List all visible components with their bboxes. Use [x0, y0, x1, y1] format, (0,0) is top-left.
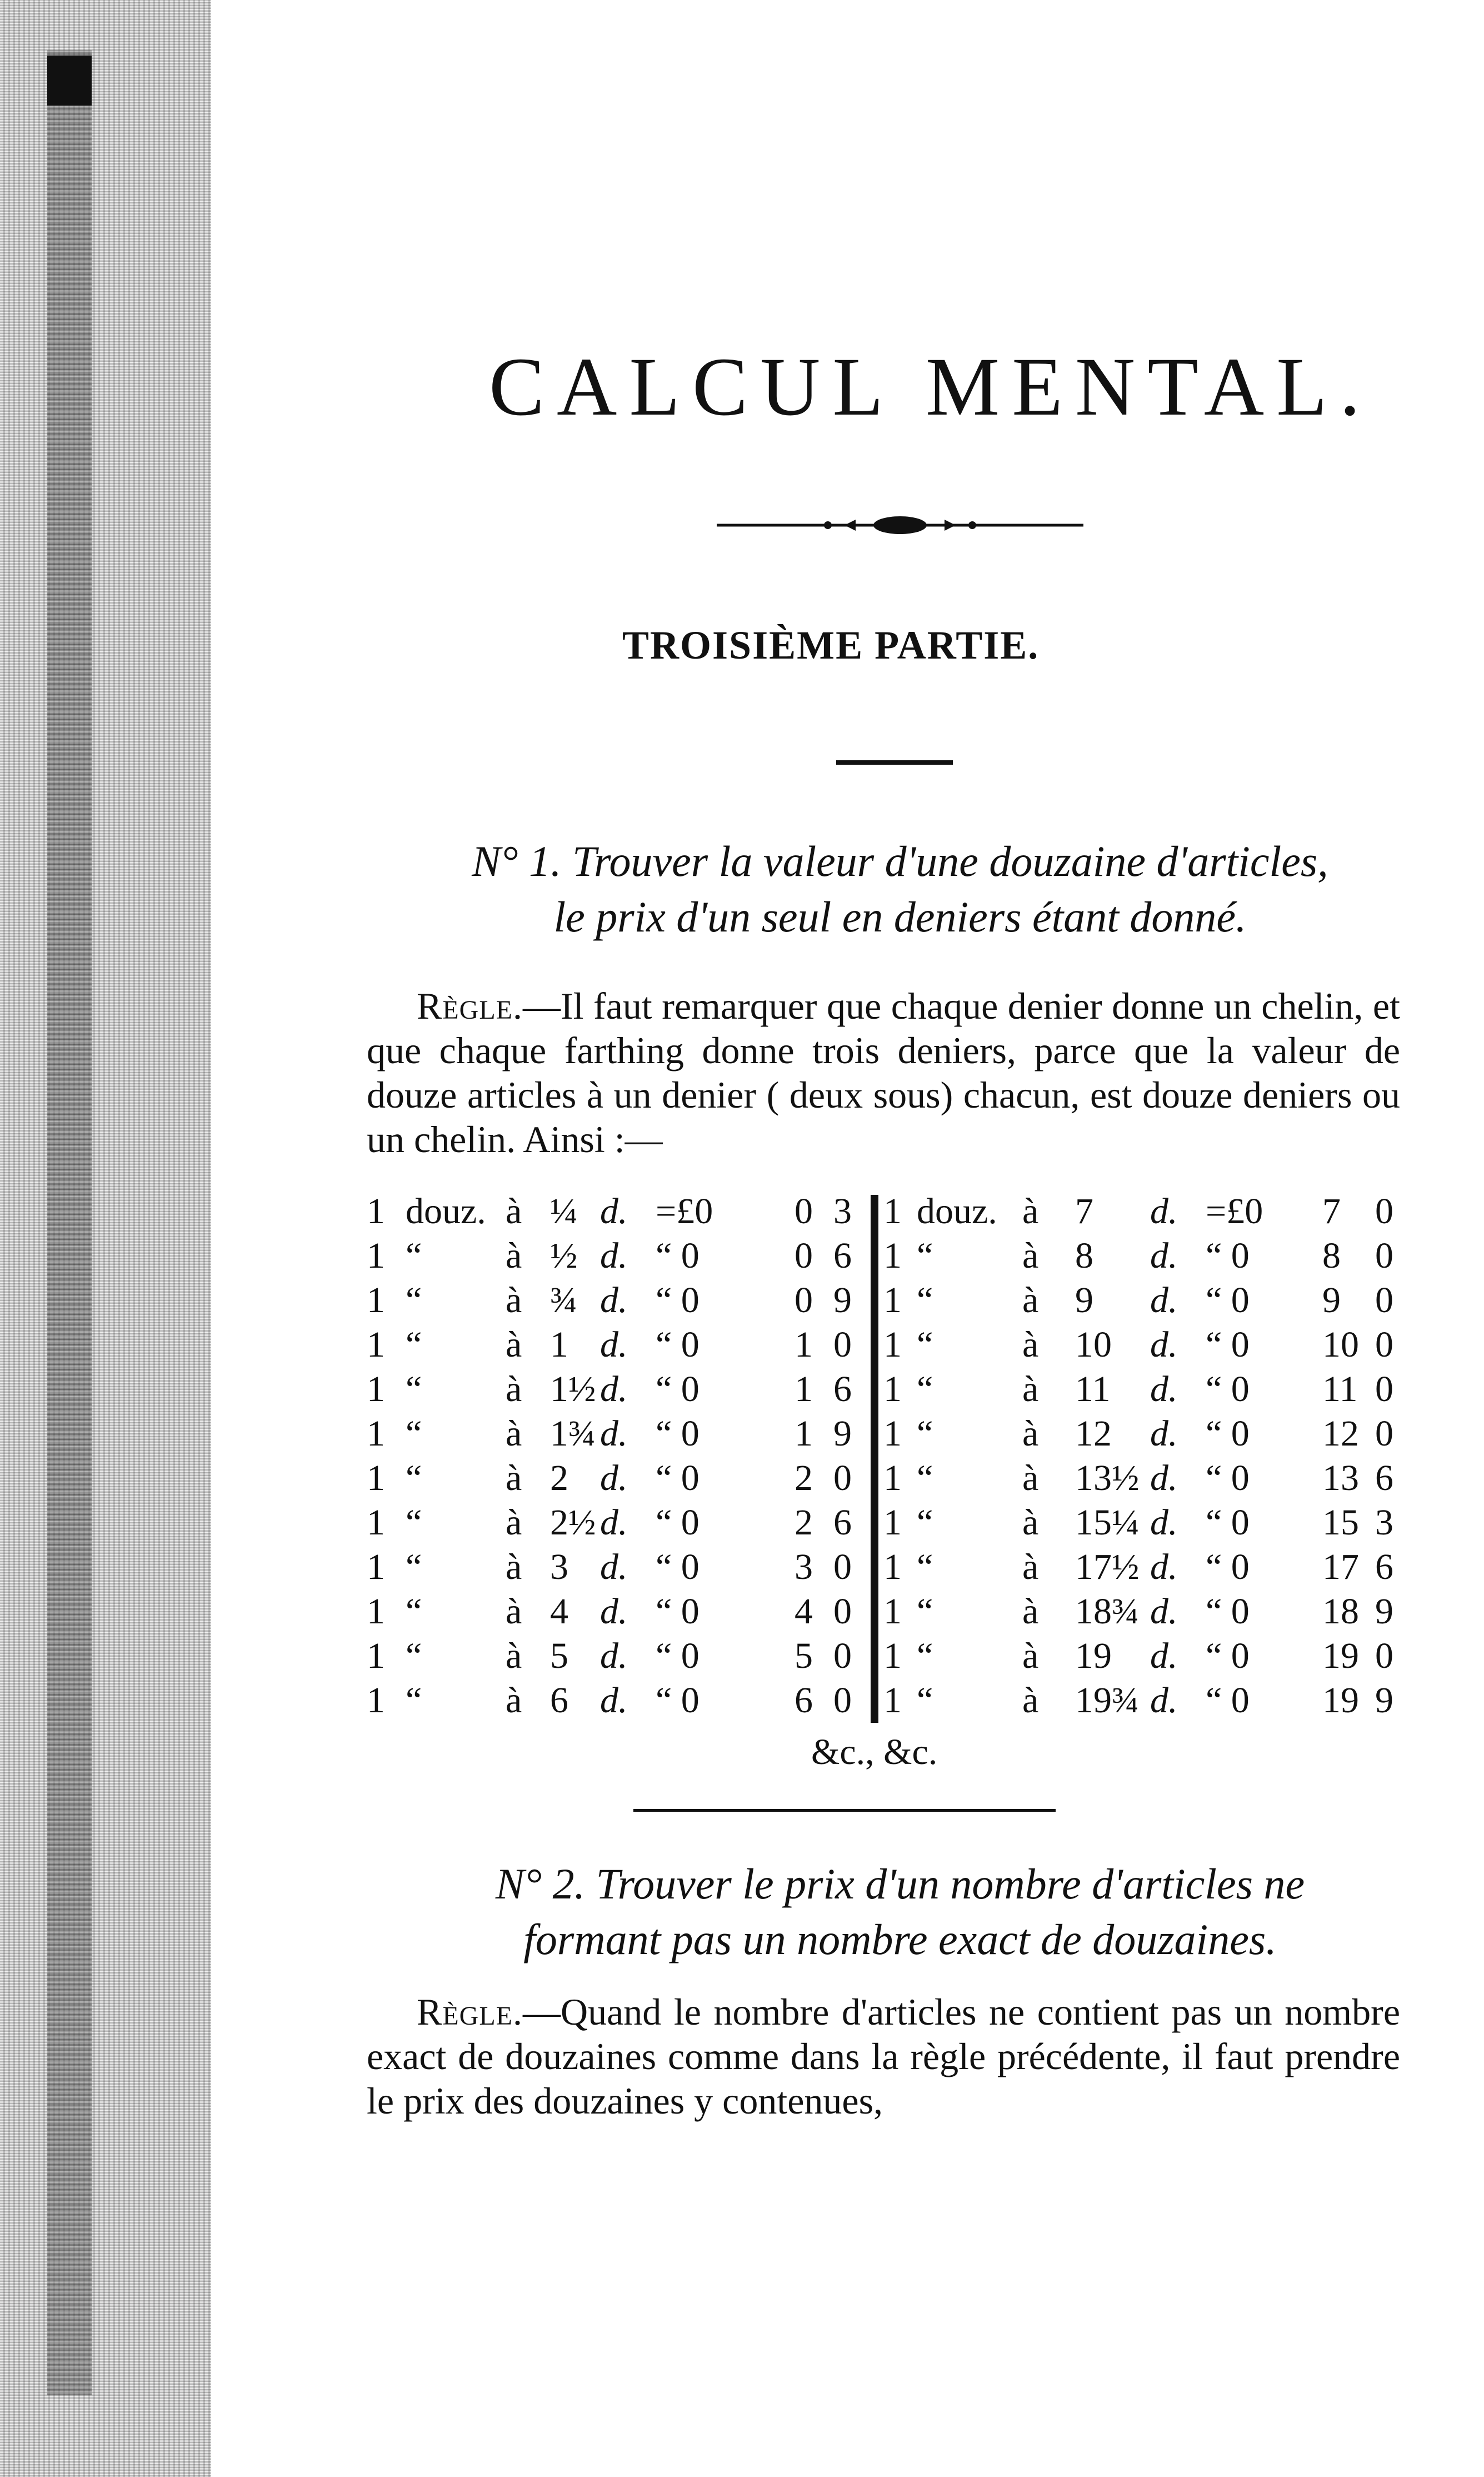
cell-price: 13½ [1075, 1458, 1140, 1498]
cell-s: 12 [1322, 1413, 1359, 1454]
cell-unit: “ [406, 1636, 422, 1676]
cell-dd: 0 [1375, 1280, 1393, 1320]
cell-d: d. [600, 1413, 628, 1454]
cell-qty: 1 [883, 1680, 902, 1721]
cell-price: 19 [1075, 1636, 1112, 1676]
cell-qty: 1 [883, 1280, 902, 1320]
cell-dd: 0 [1375, 1191, 1393, 1232]
cell-unit: “ [917, 1547, 933, 1587]
cell-qty: 1 [367, 1191, 385, 1232]
cell-dd: 0 [833, 1458, 852, 1498]
cell-dd: 6 [1375, 1458, 1393, 1498]
cell-eq: “ 0 [1206, 1636, 1250, 1676]
cell-price: 8 [1075, 1235, 1093, 1276]
table-row [883, 1501, 1411, 1545]
cell-dd: 0 [1375, 1369, 1393, 1409]
cell-dd: 6 [833, 1235, 852, 1276]
cell-unit: “ [917, 1458, 933, 1498]
table-row [367, 1456, 867, 1501]
cell-d: d. [600, 1191, 628, 1232]
cell-price: 4 [550, 1591, 568, 1632]
cell-qty: 1 [367, 1680, 385, 1721]
cell-d: d. [600, 1280, 628, 1320]
cell-unit: “ [406, 1591, 422, 1632]
cell-unit: “ [406, 1680, 422, 1721]
cell-price: 7 [1075, 1191, 1093, 1232]
cell-dd: 0 [833, 1547, 852, 1587]
cell-d: d. [1150, 1636, 1178, 1676]
cell-price: 19¾ [1075, 1680, 1140, 1721]
cell-eq: “ 0 [656, 1458, 699, 1498]
cell-eq: “ 0 [1206, 1280, 1250, 1320]
cell-unit: douz. [406, 1191, 486, 1232]
table-row [883, 1545, 1411, 1589]
cell-a: à [506, 1547, 522, 1587]
cell-dd: 9 [833, 1413, 852, 1454]
cell-a: à [1022, 1235, 1039, 1276]
binding-edge [47, 50, 92, 2395]
table-row [883, 1189, 1411, 1234]
cell-unit: “ [406, 1280, 422, 1320]
table-row [883, 1323, 1411, 1367]
cell-d: d. [600, 1458, 628, 1498]
cell-qty: 1 [367, 1547, 385, 1587]
cell-qty: 1 [883, 1458, 902, 1498]
table-row [367, 1189, 867, 1234]
cell-dd: 9 [833, 1280, 852, 1320]
table-row [367, 1678, 867, 1723]
cell-s: 13 [1322, 1458, 1359, 1498]
cell-d: d. [1150, 1547, 1178, 1587]
short-rule [836, 760, 953, 765]
cell-d: d. [600, 1591, 628, 1632]
cell-qty: 1 [367, 1636, 385, 1676]
cell-dd: 0 [1375, 1235, 1393, 1276]
cell-price: 10 [1075, 1324, 1112, 1365]
cell-dd: 9 [1375, 1680, 1393, 1721]
cell-eq: “ 0 [1206, 1547, 1250, 1587]
cell-a: à [506, 1369, 522, 1409]
cell-eq: “ 0 [1206, 1235, 1250, 1276]
cell-qty: 1 [883, 1636, 902, 1676]
section1-paragraph [367, 984, 1400, 1162]
cell-a: à [506, 1280, 522, 1320]
table-row [883, 1367, 1411, 1412]
cell-unit: “ [406, 1369, 422, 1409]
section2-rule-label: Règle. [417, 1991, 523, 2033]
cell-price: 5 [550, 1636, 568, 1676]
table-row [367, 1634, 867, 1678]
cell-price: ¾ [550, 1280, 578, 1320]
cell-eq: “ 0 [656, 1680, 699, 1721]
cell-d: d. [600, 1680, 628, 1721]
cell-s: 17 [1322, 1547, 1359, 1587]
cell-s: 0 [795, 1191, 813, 1232]
cell-s: 2 [795, 1458, 813, 1498]
cell-eq: “ 0 [1206, 1458, 1250, 1498]
ornament-divider [717, 514, 1083, 536]
cell-d: d. [600, 1369, 628, 1409]
page-title: CALCUL MENTAL. [489, 341, 1373, 433]
table-row [883, 1412, 1411, 1456]
cell-dd: 0 [1375, 1413, 1393, 1454]
cell-price: ¼ [550, 1191, 578, 1232]
cell-a: à [1022, 1458, 1039, 1498]
cell-dd: 0 [1375, 1324, 1393, 1365]
cell-s: 15 [1322, 1502, 1359, 1543]
cell-unit: “ [917, 1280, 933, 1320]
cell-unit: “ [917, 1591, 933, 1632]
cell-s: 3 [795, 1547, 813, 1587]
cell-s: 19 [1322, 1680, 1359, 1721]
cell-s: 1 [795, 1324, 813, 1365]
cell-eq: “ 0 [656, 1591, 699, 1632]
cell-a: à [506, 1324, 522, 1365]
cell-dd: 0 [1375, 1636, 1393, 1676]
book-page [333, 0, 1422, 2477]
cell-s: 2 [795, 1502, 813, 1543]
cell-d: d. [1150, 1235, 1178, 1276]
cell-qty: 1 [367, 1369, 385, 1409]
cell-qty: 1 [883, 1191, 902, 1232]
cell-price: 15¼ [1075, 1502, 1140, 1543]
table-row [367, 1278, 867, 1323]
cell-eq: =£0 [1206, 1191, 1263, 1232]
price-table [367, 1189, 1411, 1723]
cell-qty: 1 [883, 1502, 902, 1543]
cell-qty: 1 [883, 1547, 902, 1587]
cell-eq: “ 0 [1206, 1369, 1250, 1409]
section2-rule-text: —Quand le nombre d'articles ne contient pas un nombre exact de douzaines comme dans la règle précédente, il faut prendre le prix des douzaines y contenues, [367, 1991, 1400, 2122]
cell-a: à [506, 1502, 522, 1543]
cell-d: d. [1150, 1458, 1178, 1498]
cell-eq: “ 0 [656, 1369, 699, 1409]
cell-price: 12 [1075, 1413, 1112, 1454]
section2-heading [378, 1856, 1422, 1967]
cell-s: 7 [1322, 1191, 1341, 1232]
cell-dd: 0 [833, 1680, 852, 1721]
table-row [367, 1234, 867, 1278]
cell-unit: “ [406, 1547, 422, 1587]
cell-a: à [1022, 1413, 1039, 1454]
cell-a: à [506, 1680, 522, 1721]
cell-a: à [1022, 1324, 1039, 1365]
cell-eq: “ 0 [1206, 1413, 1250, 1454]
cell-s: 10 [1322, 1324, 1359, 1365]
table-row [367, 1545, 867, 1589]
cell-d: d. [1150, 1191, 1178, 1232]
cell-qty: 1 [367, 1324, 385, 1365]
cell-s: 1 [795, 1413, 813, 1454]
cell-unit: “ [406, 1324, 422, 1365]
cell-unit: “ [406, 1458, 422, 1498]
cell-d: d. [600, 1235, 628, 1276]
cell-a: à [1022, 1280, 1039, 1320]
cell-eq: “ 0 [656, 1547, 699, 1587]
cell-qty: 1 [367, 1280, 385, 1320]
cell-s: 8 [1322, 1235, 1341, 1276]
section2-paragraph [367, 1990, 1400, 2123]
cell-unit: “ [406, 1502, 422, 1543]
cell-s: 5 [795, 1636, 813, 1676]
cell-eq: “ 0 [1206, 1502, 1250, 1543]
cell-unit: douz. [917, 1191, 997, 1232]
binding-mark [47, 56, 92, 106]
section1-rule-label: Règle. [417, 985, 523, 1027]
cell-eq: “ 0 [656, 1502, 699, 1543]
cell-s: 6 [795, 1680, 813, 1721]
table-row [883, 1234, 1411, 1278]
cell-d: d. [600, 1324, 628, 1365]
cell-d: d. [1150, 1502, 1178, 1543]
cell-unit: “ [917, 1502, 933, 1543]
cell-eq: “ 0 [1206, 1324, 1250, 1365]
cell-qty: 1 [883, 1369, 902, 1409]
cell-a: à [506, 1591, 522, 1632]
section2-heading-line1: Trouver le prix d'un nombre d'articles ne [596, 1860, 1305, 1908]
page-gutter-scan-edge [0, 0, 211, 2477]
cell-d: d. [1150, 1280, 1178, 1320]
cell-d: d. [600, 1547, 628, 1587]
cell-dd: 6 [833, 1369, 852, 1409]
cell-dd: 6 [833, 1502, 852, 1543]
cell-unit: “ [917, 1680, 933, 1721]
cell-d: d. [1150, 1591, 1178, 1632]
cell-a: à [1022, 1191, 1039, 1232]
cell-eq: “ 0 [656, 1413, 699, 1454]
cell-d: d. [1150, 1369, 1178, 1409]
cell-eq: “ 0 [1206, 1591, 1250, 1632]
cell-unit: “ [917, 1324, 933, 1365]
cell-price: 6 [550, 1680, 568, 1721]
etc-label: &c., &c. [811, 1732, 938, 1772]
cell-d: d. [1150, 1413, 1178, 1454]
cell-price: 11 [1075, 1369, 1111, 1409]
table-divider [871, 1195, 878, 1723]
cell-unit: “ [406, 1413, 422, 1454]
cell-eq: “ 0 [656, 1280, 699, 1320]
cell-a: à [506, 1413, 522, 1454]
cell-a: à [1022, 1502, 1039, 1543]
cell-qty: 1 [367, 1235, 385, 1276]
cell-a: à [1022, 1369, 1039, 1409]
table-row [883, 1589, 1411, 1634]
cell-s: 9 [1322, 1280, 1341, 1320]
cell-price: 2½ [550, 1502, 596, 1543]
cell-unit: “ [917, 1636, 933, 1676]
table-row [883, 1456, 1411, 1501]
cell-qty: 1 [367, 1413, 385, 1454]
cell-s: 0 [795, 1235, 813, 1276]
cell-dd: 3 [833, 1191, 852, 1232]
table-row [367, 1589, 867, 1634]
cell-dd: 0 [833, 1591, 852, 1632]
cell-d: d. [600, 1636, 628, 1676]
section1-heading [378, 834, 1422, 945]
table-row [367, 1412, 867, 1456]
section1-heading-line2: le prix d'un seul en deniers étant donné. [553, 893, 1247, 941]
cell-dd: 9 [1375, 1591, 1393, 1632]
table-row [883, 1634, 1411, 1678]
table-row [367, 1323, 867, 1367]
cell-unit: “ [406, 1235, 422, 1276]
cell-eq: =£0 [656, 1191, 713, 1232]
cell-s: 18 [1322, 1591, 1359, 1632]
cell-price: 18¾ [1075, 1591, 1140, 1632]
cell-dd: 0 [833, 1636, 852, 1676]
cell-price: 3 [550, 1547, 568, 1587]
cell-qty: 1 [883, 1235, 902, 1276]
cell-eq: “ 0 [656, 1235, 699, 1276]
cell-s: 0 [795, 1280, 813, 1320]
section1-number: N° 1. [472, 837, 562, 885]
section-divider [633, 1809, 1056, 1812]
cell-qty: 1 [883, 1324, 902, 1365]
cell-a: à [506, 1235, 522, 1276]
cell-a: à [506, 1191, 522, 1232]
cell-a: à [1022, 1591, 1039, 1632]
cell-qty: 1 [367, 1502, 385, 1543]
cell-price: 17½ [1075, 1547, 1140, 1587]
section1-rule-text: —Il faut remarquer que chaque denier donne un chelin, et que chaque farthing donne trois deniers, parce que la valeur de douze articles à un denier ( deux sous) chacun, est douze deniers ou un chelin. Ainsi :— [367, 985, 1400, 1160]
table-row [883, 1678, 1411, 1723]
cell-price: 1 [550, 1324, 568, 1365]
part-subtitle: TROISIÈME PARTIE. [622, 623, 1040, 667]
cell-s: 11 [1322, 1369, 1358, 1409]
section1-heading-line1: Trouver la valeur d'une douzaine d'articles, [572, 837, 1328, 885]
cell-s: 4 [795, 1591, 813, 1632]
cell-eq: “ 0 [1206, 1680, 1250, 1721]
cell-price: 9 [1075, 1280, 1093, 1320]
cell-s: 19 [1322, 1636, 1359, 1676]
cell-dd: 0 [833, 1324, 852, 1365]
cell-a: à [506, 1636, 522, 1676]
cell-qty: 1 [883, 1591, 902, 1632]
cell-price: 1¾ [550, 1413, 596, 1454]
table-row [367, 1501, 867, 1545]
cell-a: à [1022, 1680, 1039, 1721]
section2-number: N° 2. [495, 1860, 586, 1908]
cell-qty: 1 [883, 1413, 902, 1454]
cell-qty: 1 [367, 1591, 385, 1632]
cell-price: ½ [550, 1235, 578, 1276]
cell-unit: “ [917, 1369, 933, 1409]
cell-price: 1½ [550, 1369, 596, 1409]
cell-price: 2 [550, 1458, 568, 1498]
cell-unit: “ [917, 1413, 933, 1454]
cell-qty: 1 [367, 1458, 385, 1498]
cell-eq: “ 0 [656, 1636, 699, 1676]
cell-dd: 6 [1375, 1547, 1393, 1587]
cell-a: à [506, 1458, 522, 1498]
table-row [367, 1367, 867, 1412]
cell-unit: “ [917, 1235, 933, 1276]
cell-a: à [1022, 1547, 1039, 1587]
cell-eq: “ 0 [656, 1324, 699, 1365]
table-row [883, 1278, 1411, 1323]
cell-dd: 3 [1375, 1502, 1393, 1543]
section2-heading-line2: formant pas un nombre exact de douzaines. [523, 1915, 1277, 1963]
cell-d: d. [600, 1502, 628, 1543]
cell-d: d. [1150, 1680, 1178, 1721]
cell-a: à [1022, 1636, 1039, 1676]
cell-s: 1 [795, 1369, 813, 1409]
cell-d: d. [1150, 1324, 1178, 1365]
